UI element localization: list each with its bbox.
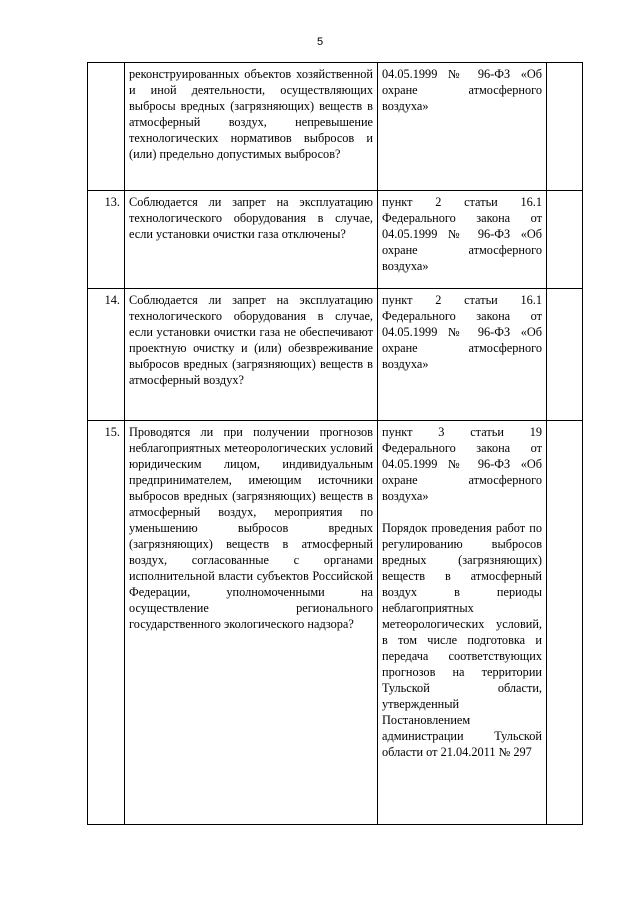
table-row bbox=[88, 421, 583, 825]
row-number: 15. bbox=[88, 421, 125, 825]
notes-cell bbox=[547, 191, 583, 289]
checklist-table bbox=[87, 62, 583, 825]
table-row bbox=[88, 63, 583, 191]
legal-reference bbox=[378, 63, 547, 191]
legal-reference-text: 04.05.1999 № 96-ФЗ «Об охране атмосферного воздуха» bbox=[382, 67, 542, 113]
legal-reference-text: пункт 2 статьи 16.1 Федерального закона от 04.05.1999 № 96-ФЗ «Об охране атмосферного воздуха» bbox=[382, 293, 542, 371]
table-row bbox=[88, 191, 583, 289]
legal-reference bbox=[378, 289, 547, 421]
row-number: 13. bbox=[88, 191, 125, 289]
legal-reference bbox=[378, 191, 547, 289]
notes-cell bbox=[547, 421, 583, 825]
requirement-question: Соблюдается ли запрет на эксплуатацию технологического оборудования в случае, если установки очистки газа не обеспечивают проектную очистку и (или) обезвреживание выбросов вредных (загрязняющих) веществ в атмосферный воздух? bbox=[125, 289, 378, 421]
requirement-question: реконструированных объектов хозяйственной и иной деятельности, осуществляющих выбросы вредных (загрязняющих) веществ в атмосферный воздух, непревышение технологических нормативов выбросов и (или) предельно допустимых выбросов? bbox=[125, 63, 378, 191]
legal-reference-text: пункт 3 статьи 19 Федерального закона от 04.05.1999 № 96-ФЗ «Об охране атмосферного воздуха» bbox=[382, 425, 542, 503]
row-number bbox=[88, 63, 125, 191]
page-number: 5 bbox=[316, 36, 324, 48]
requirement-question: Проводятся ли при получении прогнозов неблагоприятных метеорологических условий юридическим лицом, индивидуальным предпринимателем, имеющим источники выбросов вредных (загрязняющих) веществ в атмосферный воздух, мероприятия по уменьшению выбросов вредных (загрязняющих) веществ в атмосферный воздух, согласованные с органами исполнительной власти субъектов Российской Федерации, уполномоченными на осуществление регионального государственного экологического надзора? bbox=[125, 421, 378, 825]
regional-procedure-reference: Порядок проведения работ по регулированию выбросов вредных (загрязняющих) веществ в атмосферный воздух в периоды неблагоприятных метеорологических условий, в том числе подготовка и передача соответствующих прогнозов на территории Тульской области, утвержденный Постановлением администрации Тульской области от 21.04.2011 № 297 bbox=[382, 521, 542, 759]
notes-cell bbox=[547, 63, 583, 191]
row-number: 14. bbox=[88, 289, 125, 421]
requirement-question: Соблюдается ли запрет на эксплуатацию технологического оборудования в случае, если установки очистки газа отключены? bbox=[125, 191, 378, 289]
legal-reference bbox=[378, 421, 547, 825]
legal-reference-text: пункт 2 статьи 16.1 Федерального закона от 04.05.1999 № 96-ФЗ «Об охране атмосферного воздуха» bbox=[382, 195, 542, 273]
table-row bbox=[88, 289, 583, 421]
notes-cell bbox=[547, 289, 583, 421]
